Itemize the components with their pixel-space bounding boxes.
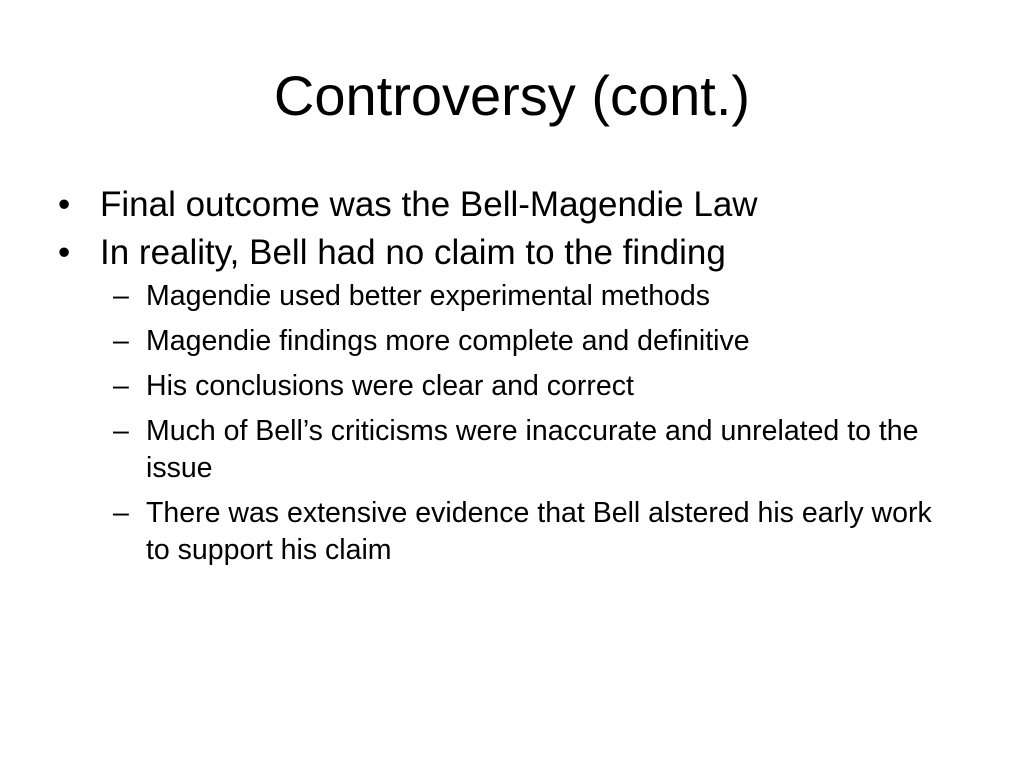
slide-title: Controversy (cont.) (273, 64, 751, 127)
sub-bullet-group (58, 278, 958, 569)
bullet-item (58, 230, 958, 275)
sub-bullet-list (58, 278, 958, 569)
sub-bullet-text: Magendie findings more complete and definitive (146, 325, 750, 357)
bullet-item (58, 182, 958, 227)
sub-bullet-text: Magendie used better experimental methods (146, 280, 711, 312)
sub-bullet-text: There was extensive evidence that Bell alstered his early work to support his claim (146, 497, 932, 566)
sub-bullet-item (58, 413, 958, 487)
dash-marker: – (113, 325, 129, 357)
bullet-marker: • (58, 233, 71, 272)
sub-bullet-item (58, 368, 958, 405)
dash-marker: – (113, 280, 129, 312)
bullet-text: Final outcome was the Bell-Magendie Law (100, 185, 758, 224)
dash-marker: – (113, 370, 129, 402)
dash-marker: – (113, 497, 129, 529)
sub-bullet-text: Much of Bell’s criticisms were inaccurate and unrelated to the issue (146, 415, 919, 484)
sub-bullet-text: His conclusions were clear and correct (146, 370, 634, 402)
bullet-text: In reality, Bell had no claim to the finding (100, 233, 726, 272)
sub-bullet-item (58, 278, 958, 315)
bullet-marker: • (58, 185, 71, 224)
sub-bullet-item (58, 323, 958, 360)
dash-marker: – (113, 415, 129, 447)
bullet-list (58, 182, 958, 577)
sub-bullet-item (58, 495, 958, 569)
